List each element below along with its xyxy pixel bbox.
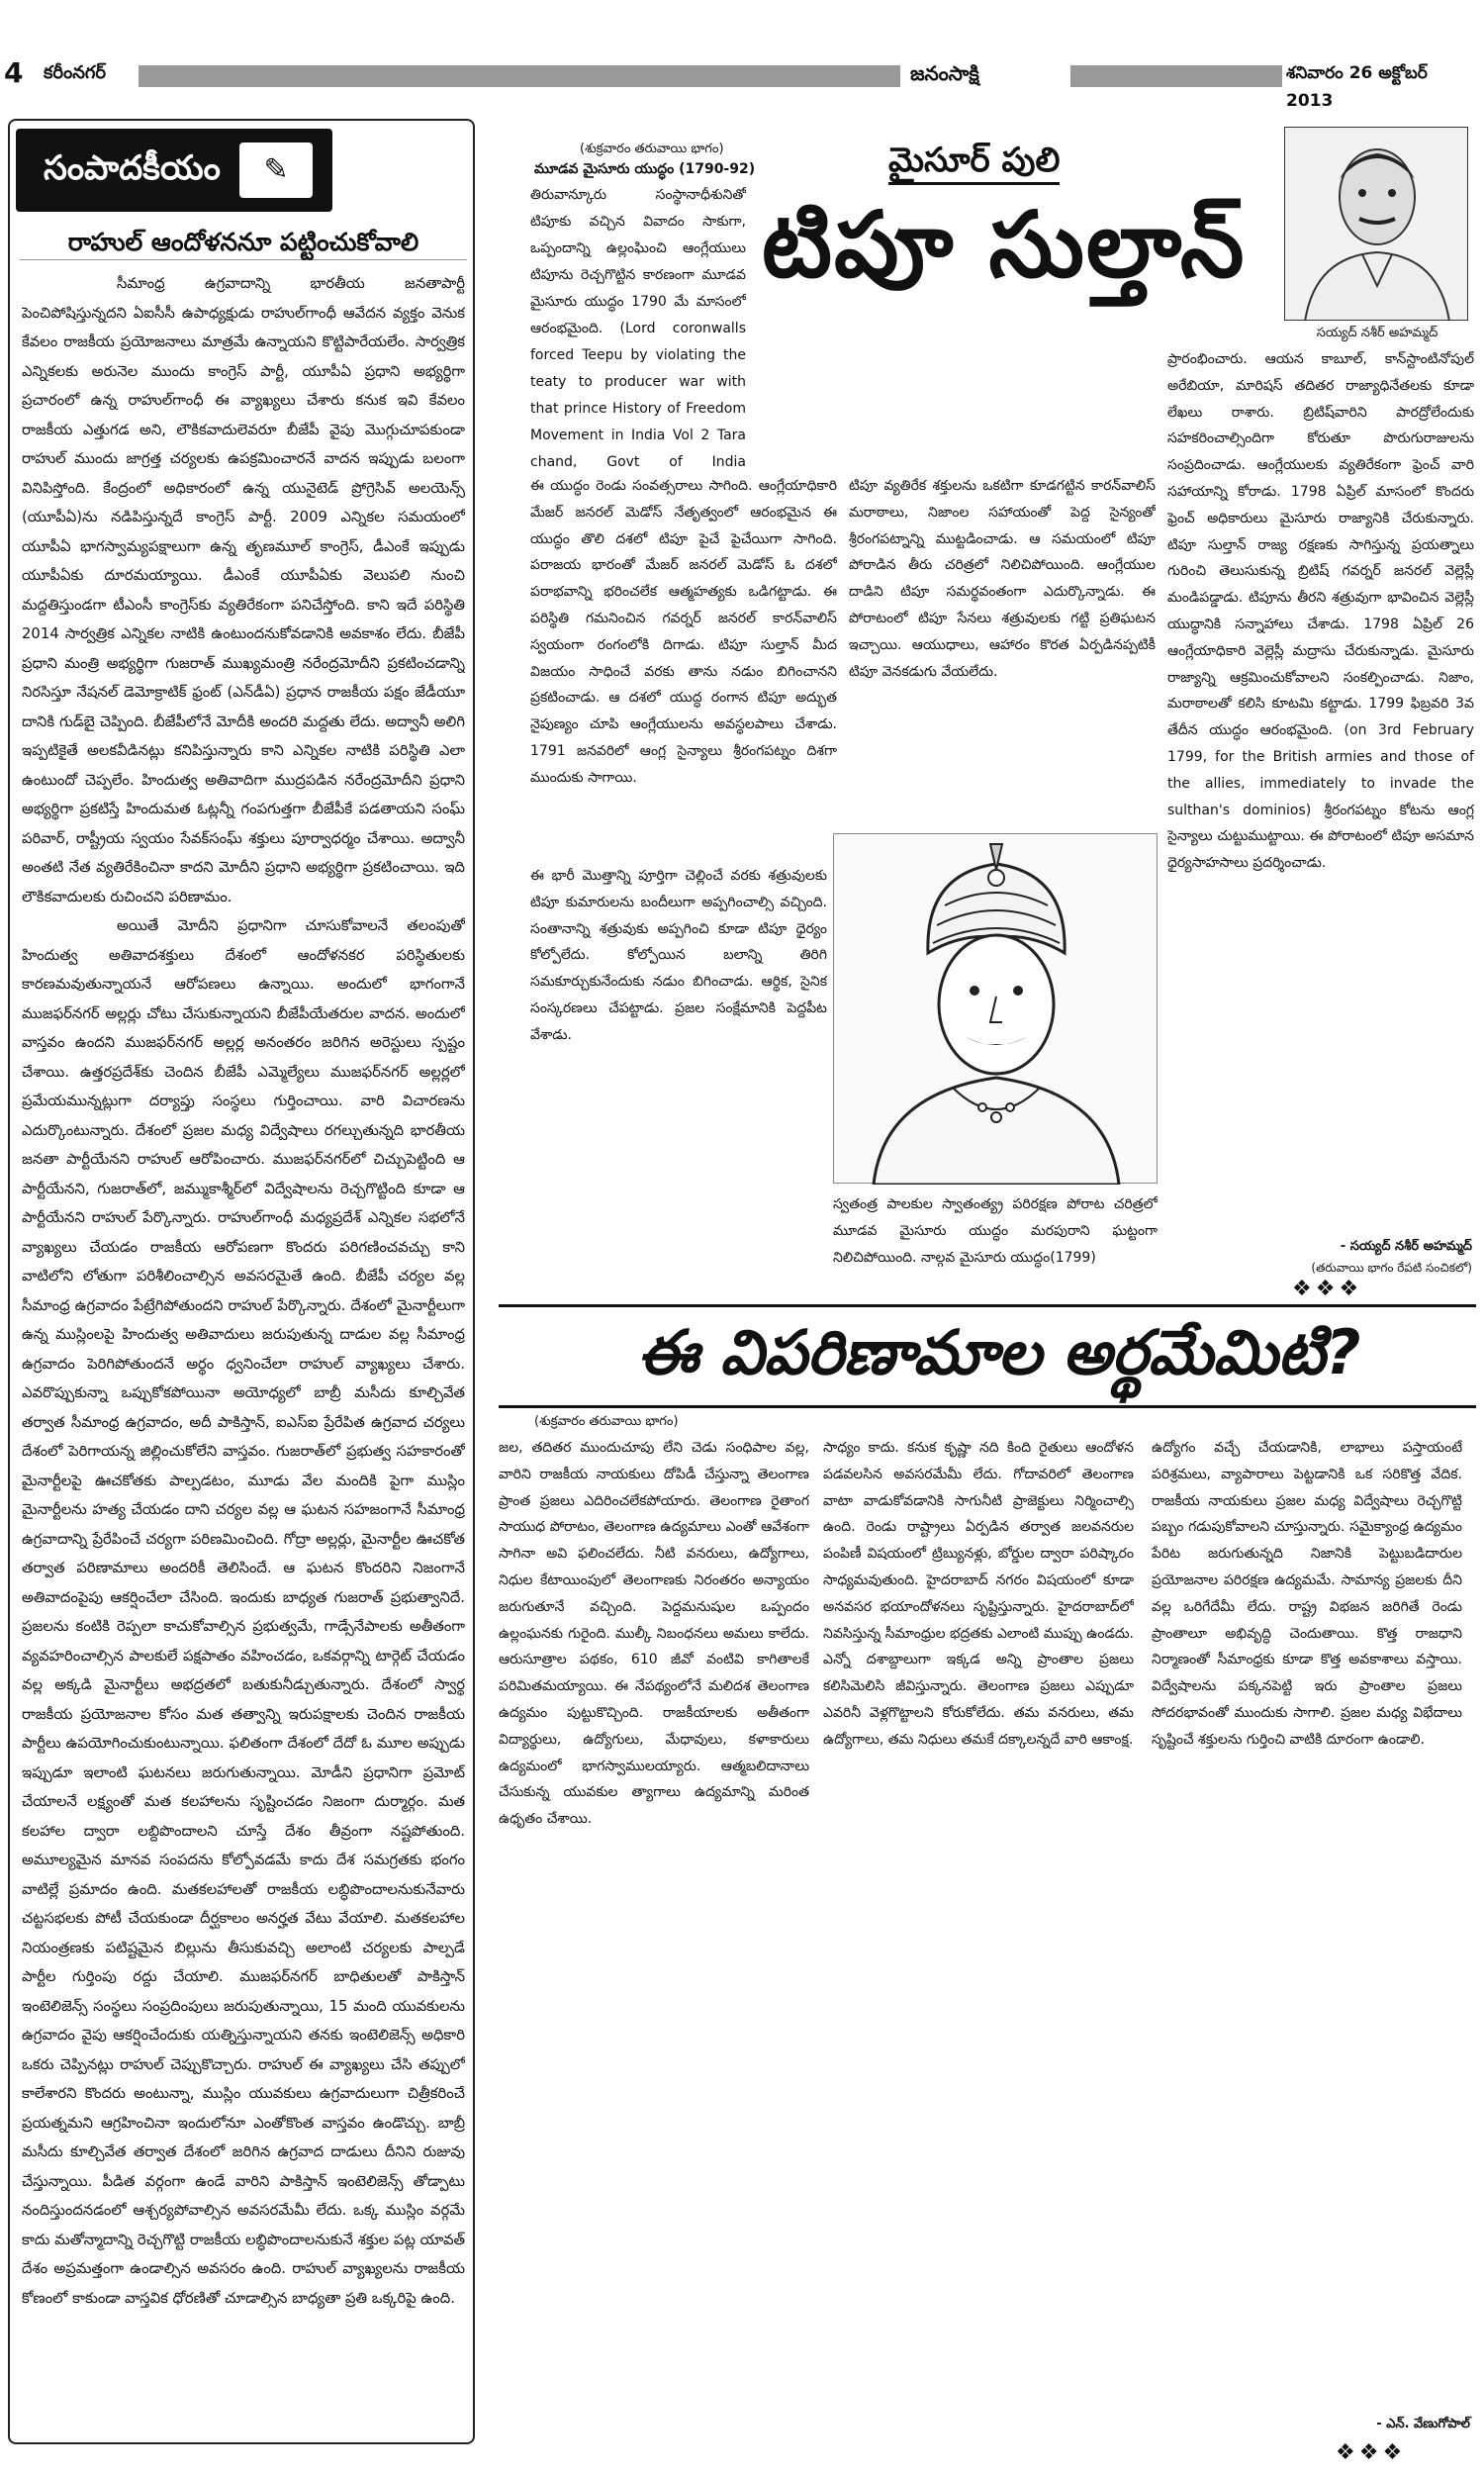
editorial-body — [22, 269, 465, 2436]
issue-date: శనివారం 26 అక్టోబర్ 2013 — [1282, 59, 1484, 115]
article-column: ఈ యుద్ధం రెండు సంవత్సరాలు సాగింది. ఆంగ్లేయాధికారి మేజర్ జనరల్ మెడోస్ నేతృత్వంలో ఆరంభమైన ఈ యుద్ధం తొలి దశలో టిపూ పైచే పైచేయిగా సాగింది. పరాజయ భారంతో మేజర్ జనరల్ మెడోస్ ఓ దశలో పరాభవాన్ని భరించలేక ఆత్మహత్యకు ఒడిగట్టాడు. ఈ పరిస్థితి గమనించిన గవర్నర్ జనరల్ కారన్‌వాలిస్ స్వయంగా రంగంలోకి దిగాడు. టిపూ సుల్తాన్ మీద విజయం సాధించే వరకు తాను నడుం బిగించానని ప్రకటించాడు. ఆ దశలో యుద్ధ రంగాన టిపూ అద్భుత నైపుణ్యం చూపి ఆంగ్లేయులను అవస్థలపాలు చేశాడు. 1791 జనవరిలో ఆంగ్ల సైన్యాలు శ్రీరంగపట్నం దిశగా ముందుకు సాగాయి. — [530, 478, 837, 786]
editorial-column — [8, 119, 475, 2444]
author-photo-caption: సయ్యద్ నశీర్ అహమ్మద్ — [1316, 326, 1438, 340]
article-kicker: మైసూర్ పులి — [888, 139, 1060, 185]
article-column: ఈ భారీ మొత్తాన్ని పూర్తిగా చెల్లించే వరకు శత్రువులకు టిపూ కుమారులను బందీలుగా అప్పగించాల్సి వచ్చింది. సంతానాన్ని శత్రువుకు అప్పగించి కూడా టిపూ ధైర్యం కోల్పోలేదు. కోల్పోయిన బలాన్ని తిరిగి సమకూర్చుకునేందుకు నడుం బిగించాడు. ఆర్థిక, సైనిక సంస్కరణలు చేపట్టాడు. ప్రజల సంక్షేమానికి పెద్దపీట వేశాడు. — [530, 868, 827, 1043]
article-column: ఉద్యోగం వచ్చే చేయడానికి, లాభాలు పస్తాయంటే పరిశ్రమలు, వ్యాపారాలు పెట్టడానికి ఒక సరికొత్త వేదిక. రాజకీయ నాయకులు ప్రజల మధ్య విద్వేషాలు రెచ్చగొట్టి పబ్బం గడుపుకోవాలని చూస్తున్నారు. సమైక్యాంధ్ర ఉద్యమం పేరిట జరుగుతున్నది నిజానికి పెట్టుబడిదారుల ప్రయోజనాల పరిరక్షణ ఉద్యమమే. సామాన్య ప్రజలకు దీని వల్ల ఒరిగేదేమీ లేదు. రాష్ట్ర విభజన జరిగితే రెండు ప్రాంతాలూ అభివృద్ధి చెందుతాయి. కొత్త రాజధాని నిర్మాణంతో సీమాంధ్రకు కూడా కొత్త అవకాశాలు వస్తాయి. విద్వేషాలను పక్కనపెట్టి ఇరు ప్రాంతాల ప్రజలు సోదరభావంతో ముందుకు సాగాలి. ప్రజల మధ్య విభేదాలు సృష్టించే శక్తులను గుర్తించి వాటికి దూరంగా ఉండాలి. — [1152, 1440, 1462, 1748]
editorial-logo-text: సంపాదకీయం — [44, 148, 221, 188]
article-signature: - ఎన్. వేణుగోపాల్ — [1376, 2417, 1470, 2431]
continued-label: (శుక్రవారం తరువాయి భాగం) — [580, 142, 724, 156]
continued-label: (శుక్రవారం తరువాయి భాగం) — [534, 1414, 679, 1429]
author-photo — [1284, 127, 1468, 321]
editorial-paragraph: అయితే మోదీని ప్రధానిగా చూసుకోవాలనే తలంపుతో హిందుత్వ అతివాదశక్తులు దేశంలో ఆందోళనకర పరిస్థితులకు కారణమవుతున్నాయనే ఆరోపణలు ఉన్నాయి. అందులో భాగంగానే ముజఫర్‌నగర్ అల్లర్లు చోటు చేసుకున్నాయని బీజేపీయేతరుల వాదన. అందులో వాస్తవం ఉందని ముజఫర్‌నగర్ అల్లర్ల అనంతరం జరిగిన అరెస్టులు స్పష్టం చేశాయి. ఉత్తరప్రదేశ్‌కు చెందిన బీజేపీ ఎమ్మెల్యేలు ముజఫర్‌నగర్ అల్లర్లలో ప్రమేయమున్నట్లుగా దర్యాప్తు సంస్థలు గుర్తించాయి. వారి విచారణను ఎదుర్కొంటున్నారు. దేశంలో ప్రజల మధ్య విద్వేషాలు రగల్చుతున్నది భారతీయ జనతా పార్టీయేనని రాహుల్ ఆరోపించారు. ముజఫర్‌నగర్‌లో చిచ్చుపెట్టింది ఆ పార్టీయేనని, గుజరాత్‌లో, జమ్ముకాశ్మీర్‌లో విద్వేషాలను రెచ్చగొట్టింది కూడా ఆ పార్టీయేనని రాహుల్ పేర్కొన్నారు. రాహుల్‌గాంధీ మధ్యప్రదేశ్ ఎన్నికల సభలోనే వ్యాఖ్యలు చేయడం రాజకీయ ఆరోపణగా కొందరు పరిగణించవచ్చు కాని వాటిలోని లోతుగా పరిశీలించాల్సిన అవసరమైతే ఉంది. బీజేపీ చర్యల వల్ల సీమాంధ్ర ఉగ్రవాదం పేట్రేగిపోతుందని రాహుల్ పేర్కొన్నారు. దేశంలో మైనార్టీలుగా ఉన్న ముస్లింలపై హిందుత్వ అతివాదులు జరుపుతున్న దాడుల వల్ల సీమాంధ్ర ఉగ్రవాదం పెరిగిపోతుందనే అర్థం ధ్వనించేలా రాహుల్ వ్యాఖ్యలు చేశారు. ఎవరొప్పుకున్నా ఒప్పుకోకపోయినా అయోధ్యలో బాబ్రీ మసీదు కూల్చివేత తర్వాత సీమాంధ్ర ఉగ్రవాదం, అదీ పాకిస్తాన్, ఐఎస్ఐ ప్రేరేపిత ఉగ్రవాద చర్యలు దేశంలో పెరిగాయన్న జిల్లించుకోలేని వాస్తవం. గుజరాత్‌లో ప్రభుత్వ సహకారంతో మైనార్టీలపై ఊచకోతకు పాల్పడటం, మూడు వేల మందికి పైగా ముస్లిం మైనార్టీలను హత్య చేయడం దాని చర్యల వల్ల ఆ ఘటన సహజంగానే సీమాంధ్ర ఉగ్రవాదాన్ని ప్రేరేపించే చర్యగా పరిణమించింది. గోద్రా అల్లర్లు, మైనార్టీల ఊచకోత తర్వాత పరిణామాలు అందరికీ తెలిసిందే. ఆ ఘటన కొందరిని నిజంగానే అతివాదంపైపు ఆకర్షించేలా చేసింది. ఇందుకు బాధ్యత గుజరాత్ ప్రభుత్వానిదే. ప్రజలను కంటికి రెప్పలా కాచుకోవాల్సిన ప్రభుత్వమే, గాడ్సేనేపాలకు అతీతంగా వ్యవహరించాల్సిన పాలకులే పక్షపాతం వహించడం, ఒకవర్గాన్ని టార్గెట్ చేయడం వల్ల అక్కడి మైనార్టీలు అభద్రతలో బతుకునీడ్చుతున్నారు. దేశంలో స్వార్థ రాజకీయ ప్రయోజనాల కోసం మత తత్వాన్ని ఇరుపక్షాలకు చెందిన రాజకీయ పార్టీలు ఉపయోగించుకుంటున్నాయి. ఫలితంగా దేశంలో దేదో ఓ మూల అప్పుడు ఇప్పుడూ ఇలాంటి ఘటనలు జరుగుతున్నాయి. మోడీని ప్రధానిగా ప్రమోట్ చేయాలనే లక్ష్యంతో మత కలహాలను సృష్టించడం నిజంగా దుర్మార్గం. మత కలహాల ద్వారా లబ్దిపొందాలని చూస్తే దేశం తీవ్రంగా నష్టపోతుంది. అమూల్యమైన మానవ సంపదను కోల్పోవడమే కాదు దేశ సమగ్రతకు భంగం వాటిల్లే ప్రమాదం ఉంది. మతకలహాలతో రాజకీయ లబ్ధిపొందాలనుకునేవారు చట్టసభలకు పోటీ చేయకుండా దీర్ఘకాలం అనర్హత వేటు వేయాలి. మతకలహాల నియంత్రణకు పటిష్టమైన బిల్లును తీసుకువచ్చి అలాంటి చర్యలకు పాల్పడే పార్టీల గుర్తింపు రద్దు చేయాలి. ముజఫర్‌నగర్ బాధితులతో పాకిస్తాన్ ఇంటెలిజెన్స్ సంస్థలు సంప్రదింపులు జరుపుతున్నాయి, 15 మంది యువకులను ఉగ్రవాదం వైపు ఆకర్షించేందుకు యత్నిస్తున్నాయని తనకు ఇంటెలిజెన్స్ అధికారి ఒకరు చెప్పినట్లు రాహుల్ చెప్పుకొచ్చారు. రాహుల్ ఈ వ్యాఖ్యలు చేసి తప్పులో కాలేశారని కొందరు అంటున్నా, ముస్లిం యువకులు ఉగ్రవాదులుగా చిత్రీకరించే ప్రయత్నమని ఆగ్రహించినా ఇందులోనూ ఎంతోకొంత వాస్తవం ఉండొచ్చు. బాబ్రీ మసీదు కూల్చివేత తర్వాత దేశంలో జరిగిన ఉగ్రవాద దాడులు దీనిని రుజువు చేస్తున్నాయి. పీడిత వర్గంగా ఉండే వారిని పాకిస్తాన్ ఇంటెలిజెన్స్ తోడ్పాటు నందిస్తుందనడంలో ఆశ్చర్యపోవాల్సిన అవసరమేమీ లేదు. ఒక్క ముస్లిం వర్గమే కాదు మతోన్మాదాన్ని రెచ్చగొట్టి రాజకీయ లబ్ధిపొందాలనుకునే శక్తుల పట్ల యావత్ దేశం అప్రమత్తంగా ఉండాల్సిన అవసరం ఉంది. రాహుల్ వ్యాఖ్యలను రాజకీయ కోణంలో కాకుండా వాస్తవిక ధోరణితో చూడాల్సిన బాధ్యతా ప్రతి ఒక్కరిపై ఉంది. — [22, 917, 465, 2307]
editorial-paragraph: సీమాంధ్ర ఉగ్రవాదాన్ని భారతీయ జనతాపార్టీ పెంచిపోషిస్తున్నదని ఏఐసీసీ ఉపాధ్యక్షుడు రాహుల్‌గాంధీ ఆవేదన వ్యక్తం వెనుక కేవలం రాజకీయ ప్రయోజనాలు మాత్రమే ఉన్నాయని కొట్టిపారేయలేం. సార్వత్రిక ఎన్నికలకు అరునెల ముందు కాంగ్రెస్ పార్టీ, యూపీఏ ప్రధాని అభ్యర్థిగా ప్రచారంలో ఉన్న రాహుల్‌గాంధీ ఈ వ్యాఖ్యలు చేశారు కనుక ఇవి కేవలం రాజకీయ ఎత్తుగడ అని, లౌకికవాదులెవరూ బీజేపీ వైపు మొగ్గుచూపకుండా రాహుల్ ముందు జాగ్రత్త చర్యలకు ఉపక్రమించారనే వాదన ఇప్పుడు బలంగా వినిపిస్తోంది. కేంద్రంలో అధికారంలో ఉన్న యునైటెడ్ ప్రోగ్రెసివ్ అలయెన్స్ (యూపీఏ)ను నడిపిస్తున్నదే కాంగ్రెస్ పార్టీ. 2009 ఎన్నికల సమయంలో యూపీఏ భాగస్వామ్యపక్షాలుగా ఉన్న తృణమూల్ కాంగ్రెస్, డీఎంకే ఇప్పుడు యూపీఏకు దూరమయ్యాయి. డీఎంకే యూపీఏకు వెలుపలి నుంచి మద్దతిస్తుండగా టీఎంసీ కాంగ్రెస్‌కు వ్యతిరేకంగా పనిచేస్తోంది. కాని ఇదే పరిస్థితి 2014 సార్వత్రిక ఎన్నికల నాటికి ఉంటుందనుకోవడానికి అవకాశం లేదు. బీజేపీ ప్రధాని మంత్రి అభ్యర్థిగా గుజరాత్ ముఖ్యమంత్రి నరేంద్రమోదీని ప్రకటించడాన్ని నిరసిస్తూ నేషనల్ డెమోక్రాటిక్ ఫ్రంట్ (ఎన్‌డీఏ) ప్రధాన రాజకీయ పక్షం జేడీయూ దానికి గుడ్‌బై చెప్పింది. బీజేపీలోనే మోదీకి అందరి మద్దతు లేదు. అద్వానీ అలిగి ఇప్పటికైతే అలకవీడినట్లు కనిపిస్తున్నారు కాని ఎన్నికల నాటికి పరిస్థితి ఎలా ఉంటుందో చెప్పలేం. హిందుత్వ అతివాదిగా ముద్రపడిన నరేంద్రమోదీని ప్రధాని అభ్యర్థిగా ప్రకటిస్తే హిందుమత ఓట్లన్నీ గంపగుత్తగా బీజేపీకే పడతాయని సంఘ్ పరివార్, రాష్ట్రీయ స్వయం సేవక్‌సంఘ్ శక్తులు పూర్వాధర్మం చేశాయి. అద్వానీ అంతటి నేత వ్యతిరేకించినా కాదని మోదీని ప్రధాని అభ్యర్థిగా ప్రకటించాయి. ఇది లౌకికవాదులకు రుచించని పరిణామం. — [22, 275, 465, 905]
sub-heading: మూడవ మైసూరు యుద్ధం (1790-92) — [534, 161, 756, 177]
pen-icon: ✎ — [239, 143, 313, 198]
tipu-portrait-illustration — [833, 833, 1158, 1184]
article-column: సాధ్యం కాదు. కనుక కృష్ణా నది కింది రైతులు ఆందోళన పడవలసిన అవసరమేమీ లేదు. గోదావరిలో తెలంగాణ వాటా వాడుకోవడానికి సాగునీటి ప్రాజెక్టులు నిర్మించాల్సి ఉంది. రెండు రాష్ట్రాలు ఏర్పడిన తర్వాత జలవనరుల పంపిణీ విషయంలో ట్రిబ్యునళ్లు, బోర్డుల ద్వారా పరిష్కారం సాధ్యమవుతుంది. హైదరాబాద్ నగరం విషయంలో కూడా అనవసర భయాందోళనలు సృష్టిస్తున్నారు. హైదరాబాద్‌లో నివసిస్తున్న సీమాంధ్రుల భద్రతకు ఎలాంటి ముప్పు ఉండదు. ఎన్నో దశాబ్దాలుగా ఇక్కడ అన్ని ప్రాంతాల ప్రజలు కలిసిమెలిసి జీవిస్తున్నారు. తెలంగాణ ప్రజలు ఎప్పుడూ ఎవరినీ వెళ్లగొట్టాలని కోరుకోలేదు. తమ వనరులు, తమ ఉద్యోగాలు, తమ నిధులు తమకే దక్కాలన్నదే వారి ఆకాంక్ష. — [823, 1440, 1134, 1748]
editorial-title: రాహుల్ ఆందోళననూ పట్టించుకోవాలి — [20, 226, 467, 260]
article-signature: - సయ్యద్ నశీర్ అహమ్మద్ — [1340, 1239, 1472, 1254]
headline-rule-bottom — [499, 1405, 1476, 1408]
page-number: 4 — [4, 56, 24, 89]
header-band-left — [139, 65, 900, 87]
continuation-note: (తరువాయి భాగం రేపటి సంచికలో) — [1311, 1261, 1472, 1275]
article-column: ప్రారంభించారు. ఆయన కాబూల్, కాన్‌స్టాంటినోపుల్ అరేబియా, మారిషస్ తదితర రాజ్యాధినేతలకు కూడా లేఖలు రాశారు. బ్రిటిష్‌వారిని పారద్రోలేందుకు సహకరించాల్సిందిగా కోరుతూ పొరుగురాజులను సంప్రదించాడు. ఆంగ్లేయులకు వ్యతిరేకంగా ఫ్రెంచ్ వారి సహాయాన్ని కోరాడు. 1798 ఏప్రిల్ మాసంలో కొందరు ఫ్రెంచ్ అధికారులు మైసూరు రాజ్యానికి చేరుకున్నారు. టిపూ సుల్తాన్ రాజ్య రక్షణకు సాగిస్తున్న ప్రయత్నాలు గురించి తెలుసుకున్న బ్రిటిష్ గవర్నర్ జనరల్ వెల్లెస్లీ మండిపడ్డాడు. టిపూను తీరని శత్రువుగా భావించిన వెల్లెస్లీ యుద్ధానికి సన్నాహాలు చేశాడు. 1798 ఏప్రిల్ 26 ఆంగ్లేయాధికారి వెల్లెస్లీ మద్రాసు చేరుకున్నాడు. మైసూరు రాజ్యాన్ని ఆక్రమించుకోవాలని సంకల్పించాడు. నిజాం, మరాఠాలతో కలిసి కూటమి కట్టాడు. 1799 ఫిబ్రవరి 3వ తేదీన యుద్ధం ఆరంభమైంది. (on 3rd February 1799, for the British armies and those of the allies, immediately to invade the sulthan's dominios) శ్రీరంగపట్నం కోటను ఆంగ్ల సైన్యాలు చుట్టుముట్టాయి. ఈ పోరాటంలో టిపూ అసమాన ధైర్యసాహసాలు ప్రదర్శించాడు. — [1167, 351, 1474, 872]
article-column: జల, తదితర ముందుచూపు లేని చెడు సంధిపాల వల్ల, వారిని రాజకీయ నాయకులు దోపిడీ చేస్తున్నా తెలంగాణ ప్రాంత ప్రజలు ఎదిరించలేకపోయారు. తెలంగాణ రైతాంగ సాయుధ పోరాటం, తెలంగాణ ఉద్యమాలు ఎంతో ఆవేశంగా సాగినా అవి ఫలించలేదు. నీటి వనరులు, ఉద్యోగాలు, నిధుల కేటాయింపులో తెలంగాణకు నిరంతరం అన్యాయం జరుగుతూనే వచ్చింది. పెద్దమనుషుల ఒప్పందం ఉల్లంఘనకు గురైంది. ముల్కీ నిబంధనలు అమలు కాలేదు. ఆరుసూత్రాల పథకం, 610 జీవో వంటివి కాగితాలకే పరిమితమయ్యాయి. ఈ నేపథ్యంలోనే మలిదశ తెలంగాణ ఉద్యమం పుట్టుకొచ్చింది. రాజకీయాలకు అతీతంగా విద్యార్థులు, ఉద్యోగులు, మేధావులు, కళాకారులు ఉద్యమంలో భాగస్వాములయ్యారు. ఆత్మబలిదానాలు చేసుకున్న యువకుల త్యాగాలు ఉద్యమాన్ని మరింత ఉధృతం చేశాయి. — [499, 1440, 809, 1828]
separator-stars: ❖❖❖ — [1336, 2440, 1407, 2465]
page-header — [0, 56, 1484, 111]
headline-rule-top — [499, 1304, 1476, 1307]
second-article-headline: ఈ విపరిణామాల అర్థమేమిటి? — [637, 1316, 1361, 1388]
article-column: తిరువాన్కూరు సంస్థానాధీశునితో టిపూకు వచ్చిన వివాదం సాకుగా, ఒప్పందాన్ని ఉల్లంఘించి ఆంగ్లేయులు టిపూను రెచ్చగొట్టిన కారణంగా మూడవ మైసూరు యుద్ధం 1790 మే మాసంలో ఆరంభమైంది. (Lord coronwalls forced Teepu by violating the teaty to producer war with that prince History of Freedom Movement in India Vol 2 Tara chand, Govt of India — [530, 187, 746, 469]
editorial-logo — [16, 129, 332, 212]
article-headline: టిపూ సుల్తాన్ — [762, 192, 1247, 298]
article-column: స్వతంత్ర పాలకుల స్వాతంత్య్ర పరిరక్షణ పోరాట చరిత్రలో మూడవ మైసూరు యుద్ధం మరపురాని ఘట్టంగా నిలిచిపోయింది. నాల్గవ మైసూరు యుద్ధం(1799) — [833, 1196, 1158, 1266]
section-name: కరీంనగర్ — [44, 62, 106, 83]
separator-stars: ❖❖❖ — [1292, 1277, 1363, 1301]
newspaper-logo: జనంసాక్షి — [910, 61, 979, 85]
article-column: టిపూ వ్యతిరేక శక్తులను ఒకటిగా కూడగట్టిన కారన్‌వాలిస్ మరాఠాలు, నిజాంల సహాయంతో పెద్ద సైన్యంతో శ్రీరంగపట్నాన్ని ముట్టడించాడు. ఆ సమయంలో టిపూ పోరాడిన తీరు చరిత్రలో నిలిచిపోయింది. ఆంగ్లేయుల దాడిని టిపూ సమర్థవంతంగా ఎదుర్కొన్నాడు. ఈ పోరాటంలో టిపూ సేనలు శత్రువులకు గట్టి ప్రతిఘటన ఇచ్చాయి. ఆయుధాలు, ఆహారం కొరత ఏర్పడినప్పటికీ టిపూ వెనకడుగు వేయలేదు. — [849, 478, 1156, 680]
